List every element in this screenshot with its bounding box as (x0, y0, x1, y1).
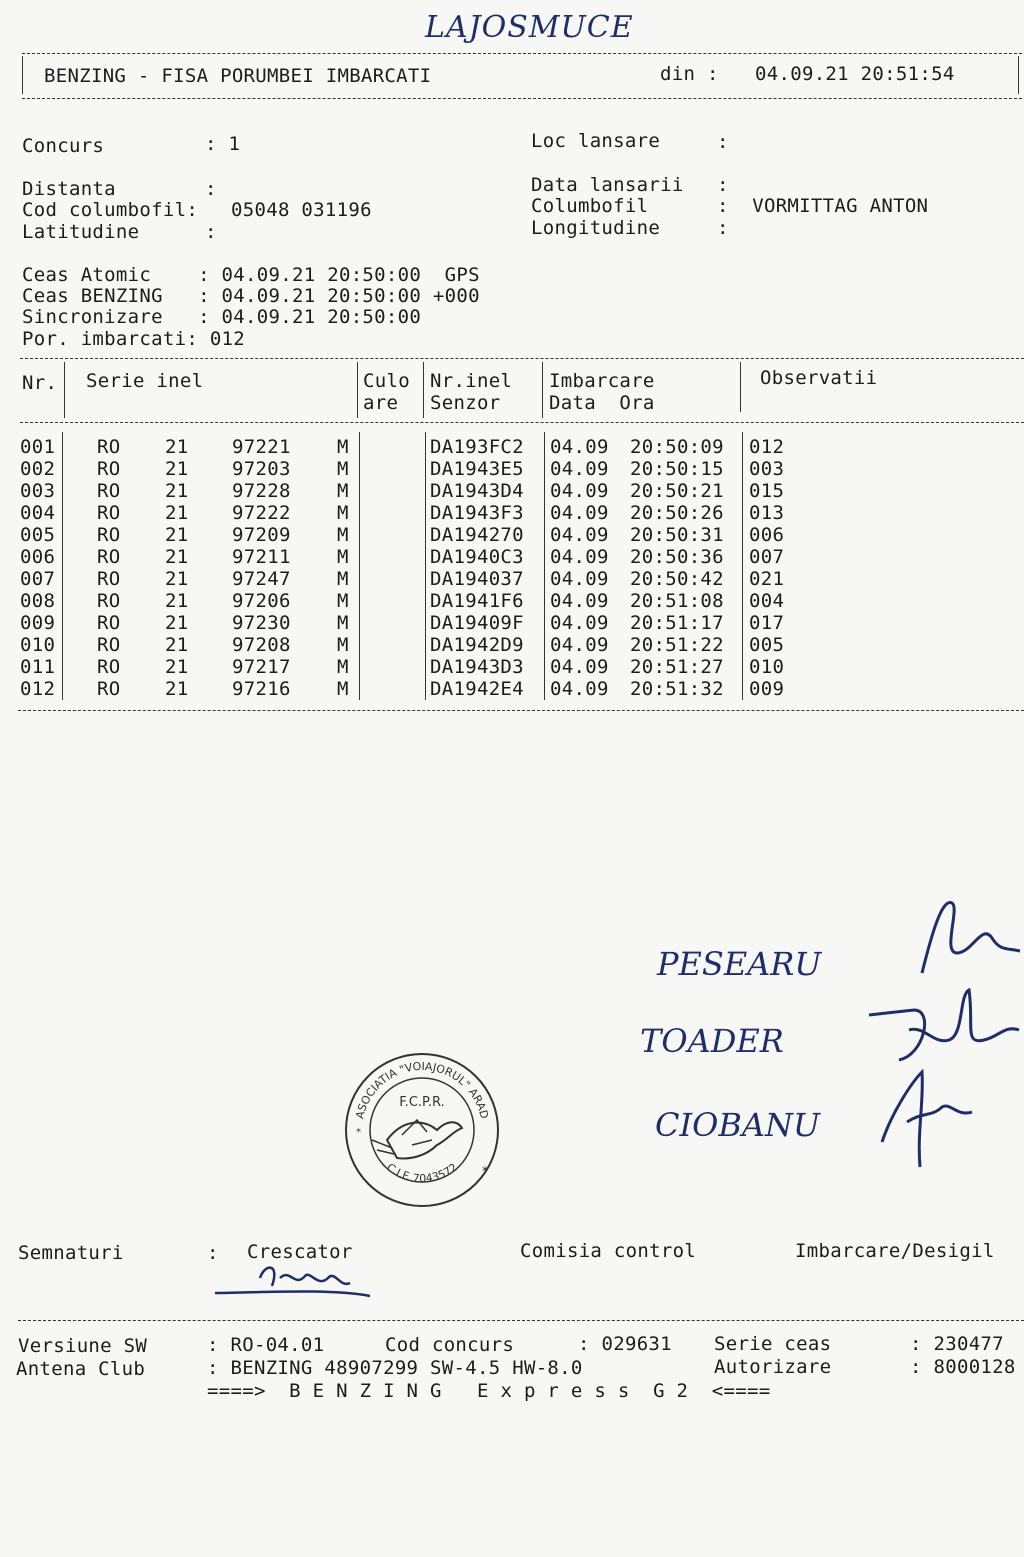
cell-sensor: DA1943F3 (430, 502, 524, 524)
col-header-serie: Serie inel (86, 370, 204, 392)
data-lansarii-label: Data lansarii (531, 174, 684, 196)
benzing-express-banner: ====> B E N Z I N G E x p r e s s G 2 <==== (207, 1380, 771, 1402)
versiune-label: Versiune SW (18, 1335, 148, 1357)
cell-sensor: DA1942D9 (430, 634, 524, 656)
cell-sensor: DA1943E5 (430, 458, 524, 480)
cell-country: RO (97, 568, 121, 590)
handwritten-name-3: CIOBANU (655, 1106, 820, 1144)
col-header-culo: Culo (363, 370, 410, 392)
col-header-imbarcare: Imbarcare (549, 370, 655, 392)
cell-ring: 97203 (232, 458, 291, 480)
concurs-label: Concurs (22, 135, 105, 157)
cell-year: 21 (165, 568, 189, 590)
header-sep-2 (357, 362, 358, 418)
cod-concurs-value: : 029631 (578, 1333, 672, 1355)
cell-sensor: DA194270 (430, 524, 524, 546)
longitudine-value: : (717, 217, 729, 239)
cell-ring: 97221 (232, 436, 291, 458)
cell-date: 04.09 (550, 568, 609, 590)
cell-date: 04.09 (550, 458, 609, 480)
header-datetime: 04.09.21 20:51:54 (755, 63, 955, 85)
cell-date: 04.09 (550, 502, 609, 524)
cell-sex: M (337, 436, 349, 458)
ceas-atomic-line: Ceas Atomic : 04.09.21 20:50:00 GPS (22, 264, 480, 286)
table-row (0, 524, 1024, 546)
cell-date: 04.09 (550, 480, 609, 502)
cell-ring: 97222 (232, 502, 291, 524)
cell-nr: 012 (20, 678, 56, 700)
cell-obs: 003 (749, 458, 785, 480)
autorizare-value: : 8000128 (910, 1356, 1016, 1378)
cell-year: 21 (165, 612, 189, 634)
col-header-nrinel: Nr.inel (430, 370, 513, 392)
header-sep-3 (423, 362, 424, 418)
cell-sex: M (337, 524, 349, 546)
cell-date: 04.09 (550, 656, 609, 678)
cell-nr: 009 (20, 612, 56, 634)
cell-time: 20:50:36 (630, 546, 724, 568)
cell-time: 20:50:26 (630, 502, 724, 524)
signature-scribble-2 (864, 985, 1024, 1065)
header-bottom-border (22, 98, 1022, 99)
cell-time: 20:50:42 (630, 568, 724, 590)
cell-sex: M (337, 480, 349, 502)
cell-sex: M (337, 656, 349, 678)
cell-date: 04.09 (550, 612, 609, 634)
cell-ring: 97209 (232, 524, 291, 546)
cell-sex: M (337, 458, 349, 480)
cell-time: 20:50:21 (630, 480, 724, 502)
cell-time: 20:50:09 (630, 436, 724, 458)
cell-obs: 007 (749, 546, 785, 568)
col-header-are: are (363, 392, 399, 414)
cell-ring: 97206 (232, 590, 291, 612)
cell-obs: 015 (749, 480, 785, 502)
cell-time: 20:50:31 (630, 524, 724, 546)
top-handwritten-name: LAJOSMUCE (425, 10, 634, 45)
cell-country: RO (97, 480, 121, 502)
semnaturi-colon: : (207, 1242, 219, 1264)
cell-date: 04.09 (550, 546, 609, 568)
cell-ring: 97247 (232, 568, 291, 590)
header-sep-1 (64, 362, 65, 418)
cell-sensor: DA19409F (430, 612, 524, 634)
cell-nr: 011 (20, 656, 56, 678)
cell-date: 04.09 (550, 634, 609, 656)
table-row (0, 436, 1024, 458)
cell-country: RO (97, 502, 121, 524)
header-din-label: din : (660, 63, 719, 85)
cell-date: 04.09 (550, 436, 609, 458)
cell-time: 20:51:22 (630, 634, 724, 656)
table-row (0, 678, 1024, 700)
comisia-control-label: Comisia control (520, 1240, 697, 1262)
loc-lansare-label: Loc lansare (531, 130, 661, 152)
cell-country: RO (97, 634, 121, 656)
cell-time: 20:50:15 (630, 458, 724, 480)
cell-sensor: DA1943D3 (430, 656, 524, 678)
cell-country: RO (97, 590, 121, 612)
signature-scribble-3 (872, 1062, 982, 1172)
cell-obs: 006 (749, 524, 785, 546)
cell-ring: 97217 (232, 656, 291, 678)
cell-time: 20:51:17 (630, 612, 724, 634)
handwritten-name-2: TOADER (640, 1022, 784, 1060)
col-header-observatii: Observatii (760, 367, 878, 389)
cell-country: RO (97, 656, 121, 678)
cell-ring: 97211 (232, 546, 291, 568)
cell-ring: 97228 (232, 480, 291, 502)
cell-nr: 006 (20, 546, 56, 568)
versiune-value: : RO-04.01 (207, 1334, 325, 1356)
col-header-nr: Nr. (22, 372, 58, 394)
distanta-value: : (205, 178, 217, 200)
cell-country: RO (97, 678, 121, 700)
cell-country: RO (97, 458, 121, 480)
ceas-benzing-line: Ceas BENZING : 04.09.21 20:50:00 +000 (22, 285, 480, 307)
cell-nr: 002 (20, 458, 56, 480)
table-row (0, 502, 1024, 524)
distanta-label: Distanta (22, 178, 116, 200)
cell-country: RO (97, 546, 121, 568)
header-sep-4 (542, 362, 543, 418)
table-row (0, 634, 1024, 656)
por-imbarcati-line: Por. imbarcati: 012 (22, 328, 246, 350)
cell-year: 21 (165, 502, 189, 524)
cell-year: 21 (165, 634, 189, 656)
cell-date: 04.09 (550, 678, 609, 700)
cell-year: 21 (165, 524, 189, 546)
cod-columbofil-label: Cod columbofil: (22, 199, 199, 221)
handwritten-name-1: PESEARU (657, 945, 822, 983)
dove-icon (372, 1120, 462, 1158)
stamp-star-right: * (482, 1164, 488, 1178)
cell-country: RO (97, 612, 121, 634)
cell-obs: 009 (749, 678, 785, 700)
cell-year: 21 (165, 436, 189, 458)
header-top-border (22, 53, 1022, 54)
cell-sensor: DA1942E4 (430, 678, 524, 700)
cell-ring: 97230 (232, 612, 291, 634)
cell-obs: 012 (749, 436, 785, 458)
cell-date: 04.09 (550, 590, 609, 612)
antena-label: Antena Club (16, 1358, 146, 1380)
cell-year: 21 (165, 546, 189, 568)
cell-nr: 007 (20, 568, 56, 590)
antena-value: : BENZING 48907299 SW-4.5 HW-8.0 (207, 1357, 583, 1379)
table-row (0, 656, 1024, 678)
cell-date: 04.09 (550, 524, 609, 546)
longitudine-label: Longitudine (531, 217, 661, 239)
cell-sensor: DA193FC2 (430, 436, 524, 458)
serie-ceas-label: Serie ceas (714, 1333, 832, 1355)
header-right-border (1018, 56, 1019, 94)
cell-year: 21 (165, 656, 189, 678)
cell-obs: 010 (749, 656, 785, 678)
cell-country: RO (97, 436, 121, 458)
cell-obs: 017 (749, 612, 785, 634)
concurs-value: : 1 (205, 133, 241, 155)
crescator-label: Crescator (247, 1241, 353, 1263)
cell-sensor: DA1940C3 (430, 546, 524, 568)
cell-ring: 97208 (232, 634, 291, 656)
cell-year: 21 (165, 678, 189, 700)
cell-year: 21 (165, 480, 189, 502)
cell-nr: 005 (20, 524, 56, 546)
footer-separator (18, 1320, 1024, 1321)
columbofil-value: : VORMITTAG ANTON (717, 195, 929, 217)
stamp-star-left: * (356, 1127, 361, 1138)
cell-obs: 004 (749, 590, 785, 612)
latitudine-value: : (205, 221, 217, 243)
table-row (0, 568, 1024, 590)
cell-sex: M (337, 612, 349, 634)
document-title: BENZING - FISA PORUMBEI IMBARCATI (44, 65, 432, 87)
header-left-border (22, 56, 23, 94)
cell-obs: 005 (749, 634, 785, 656)
cell-sex: M (337, 546, 349, 568)
cell-nr: 010 (20, 634, 56, 656)
columbofil-label: Columbofil (531, 195, 649, 217)
table-row (0, 612, 1024, 634)
table-row (0, 458, 1024, 480)
cell-nr: 008 (20, 590, 56, 612)
table-row (0, 480, 1024, 502)
cell-sensor: DA1943D4 (430, 480, 524, 502)
cell-sex: M (337, 568, 349, 590)
autorizare-label: Autorizare (714, 1356, 832, 1378)
crescator-signature (210, 1258, 380, 1308)
loc-lansare-value: : (717, 131, 729, 153)
signature-scribble-1 (912, 893, 1022, 983)
stamp-top-text: ASOCIATIA "VOIAJORUL" ARAD (353, 1059, 491, 1121)
serie-ceas-value: : 230477 (910, 1333, 1004, 1355)
semnaturi-label: Semnaturi (18, 1242, 124, 1264)
cell-sensor: DA1941F6 (430, 590, 524, 612)
cell-nr: 003 (20, 480, 56, 502)
cell-sex: M (337, 502, 349, 524)
cod-concurs-label: Cod concurs (385, 1334, 515, 1356)
cell-time: 20:51:27 (630, 656, 724, 678)
cell-nr: 004 (20, 502, 56, 524)
data-lansarii-value: : (717, 174, 729, 196)
cell-sex: M (337, 678, 349, 700)
imbarcare-desigil-label: Imbarcare/Desigil (795, 1240, 995, 1262)
stamp-bottom-text: C.I.F. 7043572 (384, 1160, 460, 1186)
cell-time: 20:51:08 (630, 590, 724, 612)
table-bottom-border (18, 710, 1024, 711)
cell-obs: 021 (749, 568, 785, 590)
col-header-senzor: Senzor (430, 392, 501, 414)
cell-nr: 001 (20, 436, 56, 458)
latitudine-label: Latitudine (22, 221, 140, 243)
cell-year: 21 (165, 590, 189, 612)
cell-sex: M (337, 590, 349, 612)
header-sep-5 (740, 362, 741, 412)
stamp-center-text: F.C.P.R. (399, 1095, 445, 1110)
table-row (0, 590, 1024, 612)
cod-columbofil-value: 05048 031196 (231, 199, 372, 221)
col-header-data-ora: Data Ora (549, 392, 655, 414)
sincronizare-line: Sincronizare : 04.09.21 20:50:00 (22, 306, 422, 328)
cell-obs: 013 (749, 502, 785, 524)
cell-sensor: DA194037 (430, 568, 524, 590)
cell-time: 20:51:32 (630, 678, 724, 700)
table-header-bottom-border (20, 422, 1024, 423)
table-top-border (20, 358, 1024, 359)
cell-ring: 97216 (232, 678, 291, 700)
cell-sex: M (337, 634, 349, 656)
association-stamp (342, 1050, 502, 1210)
table-row (0, 546, 1024, 568)
cell-country: RO (97, 524, 121, 546)
cell-year: 21 (165, 458, 189, 480)
